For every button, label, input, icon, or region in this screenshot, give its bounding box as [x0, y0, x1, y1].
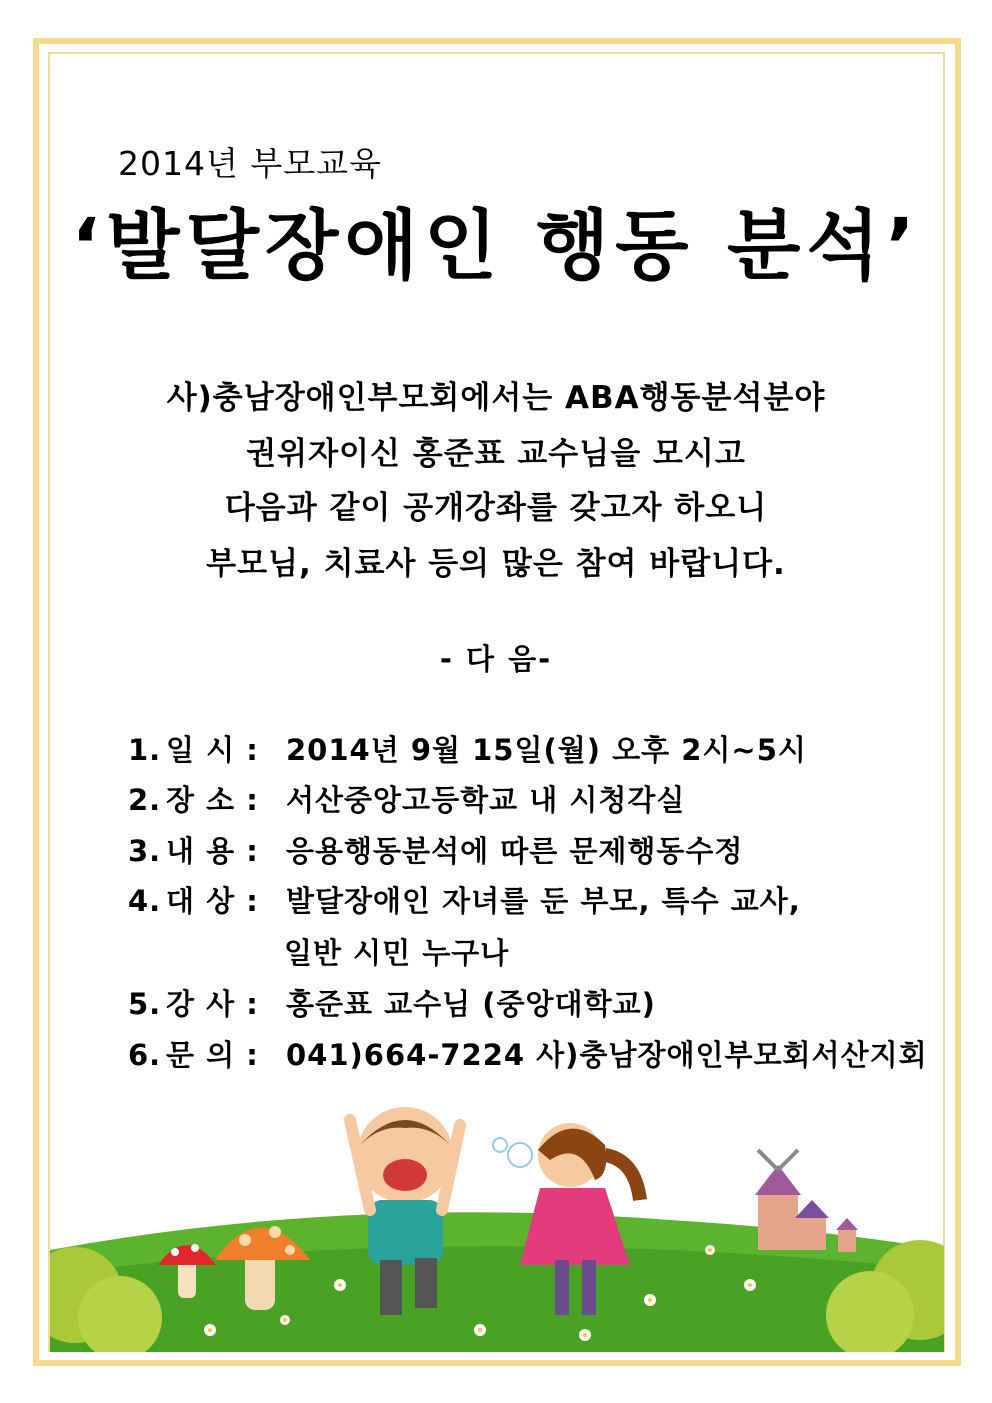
item-key: 강 사 : [166, 987, 259, 1021]
item-value: 2014년 9월 15일(월) 오후 2시~5시 [286, 733, 807, 767]
item-key: 장 소 : [166, 783, 259, 817]
item-number: 5. [128, 987, 162, 1021]
item-number: 6. [128, 1038, 162, 1072]
item-value: 발달장애인 자녀를 둔 부모, 특수 교사, [286, 884, 801, 918]
detail-item-lecturer [128, 982, 656, 1023]
item-key: 문 의 : [166, 1038, 259, 1072]
item-value: 서산중앙고등학교 내 시청각실 [286, 783, 686, 817]
detail-item-contact [128, 1033, 928, 1074]
item-key: 일 시 : [166, 733, 259, 767]
item-value: 홍준표 교수님 (중앙대학교) [286, 987, 656, 1021]
windmill-house-icon [755, 1150, 858, 1252]
item-number: 2. [128, 783, 162, 817]
item-number: 1. [128, 733, 162, 767]
next-heading: - 다 음- [439, 642, 553, 676]
intro-line-1: 사)충남장애인부모회에서는 ABA행동분석분야 [166, 380, 826, 416]
intro-line-3: 다음과 같이 공개강좌를 갖고자 하오니 [224, 490, 768, 526]
intro-line-2: 권위자이신 홍준표 교수님을 모시고 [246, 436, 746, 472]
detail-item-target [128, 879, 801, 920]
item-key: 대 상 : [166, 884, 259, 918]
detail-item-date [128, 728, 807, 769]
item-number: 3. [128, 834, 162, 868]
item-value: 응용행동분석에 따른 문제행동수정 [286, 834, 744, 868]
intro-line-4: 부모님, 치료사 등의 많은 참여 바랍니다. [206, 546, 786, 582]
item-value: 041)664-7224 사)충남장애인부모회서산지회 [286, 1038, 928, 1072]
illustration-scene [50, 1100, 944, 1352]
item-number: 4. [128, 884, 162, 918]
event-title: ‘발달장애인 행동 분석’ [71, 201, 921, 290]
detail-item-content [128, 829, 743, 870]
detail-item-place [128, 778, 685, 819]
item-key: 내 용 : [166, 834, 259, 868]
event-subtitle: 2014년 부모교육 [118, 144, 382, 183]
detail-item-target-continuation: 일반 시민 누구나 [284, 936, 510, 970]
